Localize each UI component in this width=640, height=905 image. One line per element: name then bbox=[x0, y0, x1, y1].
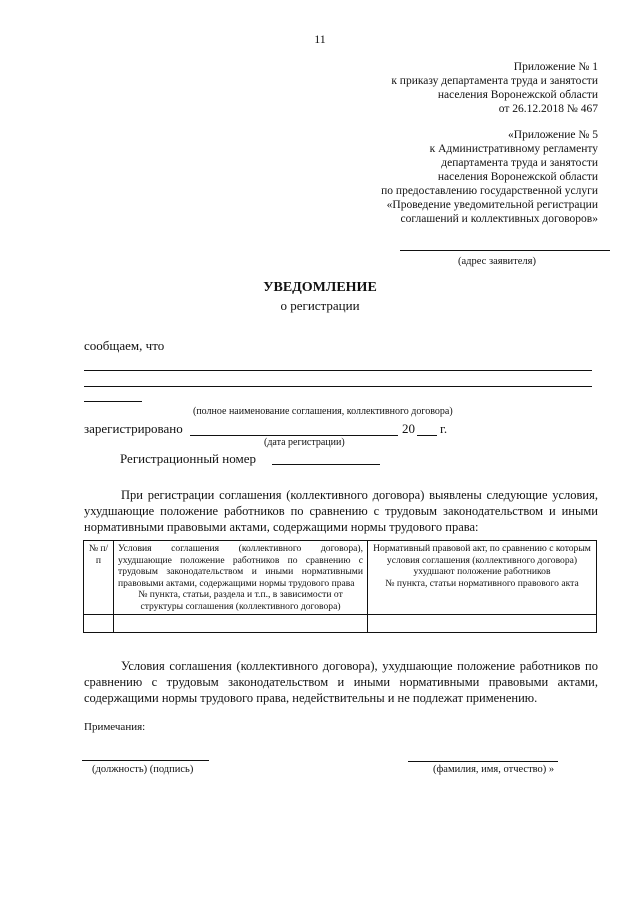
annex-5-line: «Проведение уведомительной регистрации bbox=[386, 199, 598, 211]
registration-number-label: Регистрационный номер bbox=[120, 451, 256, 466]
applicant-address-caption: (адрес заявителя) bbox=[458, 256, 536, 267]
annex-1-line: от 26.12.2018 № 467 bbox=[498, 103, 598, 115]
conditions-paragraph: При регистрации соглашения (коллективного договора) выявлены следующие условия, ухудшающие положение работников по сравнению с трудовым законодательством и иными нормативными правовыми актами, содержащими нормы трудового права: bbox=[84, 488, 598, 534]
table-cell[interactable] bbox=[368, 615, 597, 633]
annex-5-line: населения Воронежской области bbox=[437, 171, 598, 183]
invalid-conditions-paragraph: Условия соглашения (коллективного договора), ухудшающие положение работников по сравнению с трудовым законодательством и иными нормативными правовыми актами, содержащими нормы трудового права, недействительны и не подлежат применению. bbox=[84, 659, 598, 705]
annex-1-line: населения Воронежской области bbox=[437, 89, 598, 101]
position-signature-caption: (должность) (подпись) bbox=[92, 764, 194, 775]
col-conditions-header bbox=[114, 541, 368, 615]
registered-label: зарегистрировано bbox=[84, 421, 183, 436]
annex-5-line: к Административному регламенту bbox=[429, 143, 598, 155]
col-legal-act-header bbox=[368, 541, 597, 615]
annex-1-line: Приложение № 1 bbox=[513, 61, 598, 73]
annex-5-header bbox=[381, 128, 598, 226]
agreement-name-line[interactable] bbox=[84, 401, 142, 402]
position-signature-line[interactable] bbox=[82, 760, 209, 761]
applicant-address-line[interactable] bbox=[400, 250, 610, 251]
conditions-table bbox=[83, 540, 597, 633]
annex-5-line: «Приложение № 5 bbox=[508, 129, 598, 141]
annex-5-line: соглашений и коллективных договоров» bbox=[400, 213, 598, 225]
year-suffix: г. bbox=[440, 421, 448, 436]
col-conditions-main: Условия соглашения (коллективного договора), ухудшающие положение работников по сравнению с трудовым законодательством и иными нормативными правовыми актами, содержащими нормы трудового права bbox=[118, 543, 363, 589]
document-subtitle: о регистрации bbox=[280, 298, 360, 313]
registration-date-line[interactable] bbox=[190, 435, 398, 436]
col-legal-act-main: Нормативный правовой акт, по сравнению с которым условия соглашения (коллективного договора) ухудшают положение работников bbox=[373, 543, 591, 577]
annex-1-header bbox=[391, 60, 598, 116]
page-number: 11 bbox=[314, 32, 326, 46]
annex-5-line: по предоставлению государственной услуги bbox=[381, 185, 598, 197]
notes-label: Примечания: bbox=[84, 721, 146, 733]
col-conditions-sub: № пункта, статьи, раздела и т.п., в зависимости от структуры соглашения (коллективного договора) bbox=[138, 589, 343, 612]
table-header-row bbox=[84, 541, 597, 615]
agreement-name-line[interactable] bbox=[84, 370, 592, 371]
year-line[interactable] bbox=[417, 435, 437, 436]
registration-date-caption: (дата регистрации) bbox=[264, 437, 345, 448]
table-row bbox=[84, 615, 597, 633]
document-title: УВЕДОМЛЕНИЕ bbox=[263, 280, 377, 295]
year-prefix: 20 bbox=[402, 421, 415, 436]
col-legal-act-sub: № пункта, статьи нормативного правового акта bbox=[385, 577, 579, 589]
table-cell[interactable] bbox=[84, 615, 114, 633]
agreement-name-line[interactable] bbox=[84, 386, 592, 387]
full-name-caption: (фамилия, имя, отчество) » bbox=[433, 764, 555, 775]
inform-text: сообщаем, что bbox=[84, 338, 165, 353]
annex-1-line: к приказу департамента труда и занятости bbox=[391, 75, 598, 87]
annex-5-line: департамента труда и занятости bbox=[441, 157, 598, 169]
registration-number-line[interactable] bbox=[272, 464, 380, 465]
agreement-name-caption: (полное наименование соглашения, коллективного договора) bbox=[193, 406, 453, 417]
table-cell[interactable] bbox=[114, 615, 368, 633]
col-number-header: № п/п bbox=[84, 541, 114, 615]
full-name-line[interactable] bbox=[408, 761, 558, 762]
